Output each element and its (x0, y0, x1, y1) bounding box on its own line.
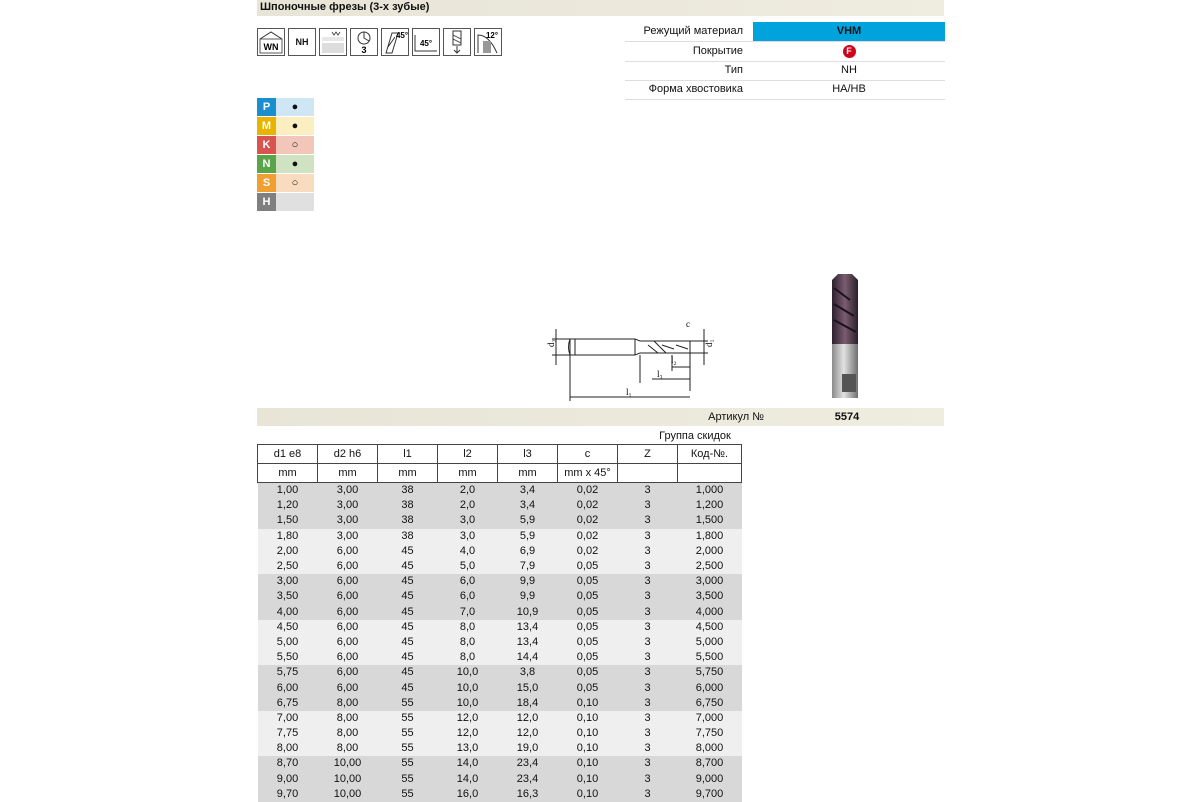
table-cell: 3,0 (438, 513, 498, 528)
table-cell: 0,05 (558, 650, 618, 665)
material-suitability (276, 193, 314, 211)
table-cell: 3 (618, 483, 678, 499)
table-cell: 9,700 (678, 787, 742, 802)
table-cell: 45 (378, 680, 438, 695)
table-row (258, 559, 742, 574)
prop-row-shank (625, 80, 945, 100)
table-cell: 8,0 (438, 650, 498, 665)
discount-group-label: Группа скидок (659, 430, 731, 442)
table-cell: 3 (618, 574, 678, 589)
table-row (258, 635, 742, 650)
table-cell: 3 (618, 544, 678, 559)
table-cell: 1,80 (258, 529, 318, 544)
table-cell: 3 (618, 589, 678, 604)
table-cell: 13,0 (438, 741, 498, 756)
table-row (258, 711, 742, 726)
table-cell: 1,200 (678, 498, 742, 513)
table-cell: 0,02 (558, 483, 618, 499)
tool-drawing (540, 315, 720, 405)
table-cell: 12,0 (438, 726, 498, 741)
article-label: Артикул № (708, 411, 764, 423)
angle-12-icon (474, 28, 502, 56)
table-cell: 45 (378, 635, 438, 650)
col-header: Код-№. (678, 445, 742, 464)
table-cell: 3 (618, 635, 678, 650)
table-cell: 45 (378, 620, 438, 635)
table-cell: 8,70 (258, 756, 318, 771)
table-cell: 15,0 (498, 680, 558, 695)
table-cell: 8,00 (318, 711, 378, 726)
table-cell: 8,00 (318, 696, 378, 711)
article-number: 5574 (834, 411, 860, 423)
material-row-s (257, 174, 314, 192)
table-cell: 5,00 (258, 635, 318, 650)
col-header: d2 h6 (318, 445, 378, 464)
table-cell: 3,00 (258, 574, 318, 589)
prop-label: Покрытие (692, 45, 743, 57)
col-header: Z (618, 445, 678, 464)
table-cell: 45 (378, 665, 438, 680)
table-cell: 3,50 (258, 589, 318, 604)
table-cell: 0,10 (558, 711, 618, 726)
table-cell: 6,00 (318, 589, 378, 604)
material-letter: S (257, 174, 276, 192)
table-cell: 6,00 (318, 559, 378, 574)
table-cell: 6,9 (498, 544, 558, 559)
table-cell: 13,4 (498, 620, 558, 635)
table-cell: 9,9 (498, 589, 558, 604)
table-cell: 7,0 (438, 605, 498, 620)
material-letter: K (257, 136, 276, 154)
table-cell: 9,9 (498, 574, 558, 589)
table-cell: 8,000 (678, 741, 742, 756)
unit-cell (678, 464, 742, 483)
table-cell: 5,500 (678, 650, 742, 665)
coating-f-icon: F (843, 45, 856, 58)
table-cell: 23,4 (498, 772, 558, 787)
table-row (258, 605, 742, 620)
table-cell: 38 (378, 529, 438, 544)
table-cell: 0,10 (558, 787, 618, 802)
table-cell: 3 (618, 726, 678, 741)
table-cell: 9,70 (258, 787, 318, 802)
table-cell: 45 (378, 605, 438, 620)
table-cell: 10,0 (438, 665, 498, 680)
table-cell: 3,00 (318, 498, 378, 513)
units-row (258, 464, 742, 483)
table-cell: 45 (378, 544, 438, 559)
unit-cell: mm (318, 464, 378, 483)
table-cell: 3,000 (678, 574, 742, 589)
table-cell: 55 (378, 696, 438, 711)
table-cell: 3,00 (318, 529, 378, 544)
label-d2: d₂ (546, 339, 556, 347)
table-cell: 2,500 (678, 559, 742, 574)
table-cell: 6,00 (318, 620, 378, 635)
table-cell: 1,800 (678, 529, 742, 544)
table-cell: 38 (378, 513, 438, 528)
table-cell: 3 (618, 696, 678, 711)
table-cell: 12,0 (498, 711, 558, 726)
table-cell: 55 (378, 772, 438, 787)
table-row (258, 483, 742, 499)
table-cell: 5,9 (498, 529, 558, 544)
table-cell: 3 (618, 605, 678, 620)
table-cell: 1,000 (678, 483, 742, 499)
table-cell: 3 (618, 529, 678, 544)
table-cell: 3 (618, 787, 678, 802)
col-header: l1 (378, 445, 438, 464)
table-row (258, 772, 742, 787)
svg-text:45°: 45° (419, 39, 433, 48)
header-row (258, 445, 742, 464)
table-cell: 3,4 (498, 483, 558, 499)
material-letter: N (257, 155, 276, 173)
table-cell: 6,00 (318, 635, 378, 650)
table-cell: 55 (378, 756, 438, 771)
table-cell: 16,0 (438, 787, 498, 802)
table-row (258, 544, 742, 559)
svg-text:45°: 45° (395, 31, 408, 40)
table-cell: 3 (618, 711, 678, 726)
label-l2: l₂ (671, 355, 677, 365)
table-cell: 6,00 (318, 665, 378, 680)
surface-finish-icon (319, 28, 347, 56)
label-l1: l₁ (626, 387, 632, 397)
table-cell: 6,0 (438, 574, 498, 589)
col-header: d1 e8 (258, 445, 318, 464)
table-row (258, 513, 742, 528)
table-row (258, 574, 742, 589)
unit-cell: mm (258, 464, 318, 483)
table-row (258, 620, 742, 635)
table-row (258, 696, 742, 711)
table-row (258, 650, 742, 665)
svg-text:12°: 12° (485, 31, 499, 40)
unit-cell (618, 464, 678, 483)
table-cell: 38 (378, 498, 438, 513)
label-l3: l₃ (657, 369, 663, 379)
table-cell: 10,0 (438, 680, 498, 695)
table-row (258, 726, 742, 741)
material-row-m (257, 117, 314, 135)
table-row (258, 680, 742, 695)
table-cell: 6,0 (438, 589, 498, 604)
table-cell: 3 (618, 680, 678, 695)
table-cell: 7,000 (678, 711, 742, 726)
nh-icon (288, 28, 316, 56)
table-cell: 23,4 (498, 756, 558, 771)
prop-value: HA/HB (832, 83, 866, 95)
table-cell: 0,02 (558, 544, 618, 559)
table-cell: 38 (378, 483, 438, 499)
material-letter: H (257, 193, 276, 211)
table-cell: 6,75 (258, 696, 318, 711)
material-letter: M (257, 117, 276, 135)
table-cell: 7,00 (258, 711, 318, 726)
table-cell: 2,00 (258, 544, 318, 559)
prop-label: Форма хвостовика (648, 83, 743, 95)
material-letter: P (257, 98, 276, 116)
prop-row-type (625, 61, 945, 81)
table-cell: 2,0 (438, 483, 498, 499)
table-cell: 7,75 (258, 726, 318, 741)
table-cell: 0,10 (558, 772, 618, 787)
table-cell: 5,750 (678, 665, 742, 680)
table-cell: 16,3 (498, 787, 558, 802)
table-cell: 6,750 (678, 696, 742, 711)
table-cell: 0,05 (558, 574, 618, 589)
table-cell: 0,05 (558, 665, 618, 680)
material-row-p (257, 98, 314, 116)
prop-label: Тип (724, 64, 743, 76)
table-cell: 10,0 (438, 696, 498, 711)
table-cell: 6,00 (258, 680, 318, 695)
table-cell: 55 (378, 787, 438, 802)
material-row-n (257, 155, 314, 173)
table-cell: 10,00 (318, 772, 378, 787)
table-cell: 0,10 (558, 696, 618, 711)
table-cell: 1,500 (678, 513, 742, 528)
table-cell: 19,0 (498, 741, 558, 756)
nh-icon-label: NH (295, 37, 309, 47)
label-c: c (686, 319, 690, 329)
table-cell: 6,000 (678, 680, 742, 695)
table-cell: 8,0 (438, 620, 498, 635)
prop-value-vhm: VHM (753, 22, 945, 41)
table-cell: 1,00 (258, 483, 318, 499)
unit-cell: mm x 45° (558, 464, 618, 483)
center-cut-icon (443, 28, 471, 56)
prop-label: Режущий материал (643, 25, 743, 37)
table-cell: 3 (618, 620, 678, 635)
table-cell: 0,10 (558, 741, 618, 756)
material-row-h (257, 193, 314, 211)
prop-row-coating (625, 42, 945, 62)
table-cell: 4,00 (258, 605, 318, 620)
table-cell: 6,00 (318, 650, 378, 665)
material-suitability: ● (276, 98, 314, 116)
table-cell: 0,05 (558, 559, 618, 574)
table-cell: 45 (378, 589, 438, 604)
table-cell: 8,0 (438, 635, 498, 650)
table-cell: 2,50 (258, 559, 318, 574)
table-cell: 7,750 (678, 726, 742, 741)
table-cell: 7,9 (498, 559, 558, 574)
table-cell: 3,00 (318, 483, 378, 499)
table-cell: 3,00 (318, 513, 378, 528)
dimensions-table (257, 444, 742, 802)
svg-text:3: 3 (361, 45, 367, 55)
label-d1: d₁ (704, 339, 714, 347)
table-cell: 5,9 (498, 513, 558, 528)
table-cell: 4,500 (678, 620, 742, 635)
table-cell: 8,700 (678, 756, 742, 771)
table-cell: 0,05 (558, 680, 618, 695)
table-cell: 3 (618, 559, 678, 574)
table-cell: 14,0 (438, 756, 498, 771)
table-cell: 3 (618, 498, 678, 513)
table-cell: 6,00 (318, 605, 378, 620)
table-row (258, 589, 742, 604)
table-cell: 5,75 (258, 665, 318, 680)
table-cell: 3 (618, 650, 678, 665)
table-cell: 12,0 (438, 711, 498, 726)
table-cell: 4,000 (678, 605, 742, 620)
table-cell: 3 (618, 756, 678, 771)
table-cell: 10,00 (318, 787, 378, 802)
table-cell: 5,50 (258, 650, 318, 665)
table-cell: 3 (618, 665, 678, 680)
table-cell: 2,000 (678, 544, 742, 559)
table-cell: 3 (618, 772, 678, 787)
table-cell: 0,05 (558, 635, 618, 650)
table-cell: 3,0 (438, 529, 498, 544)
table-cell: 5,000 (678, 635, 742, 650)
col-header: c (558, 445, 618, 464)
table-cell: 6,00 (318, 544, 378, 559)
table-cell: 3 (618, 513, 678, 528)
table-cell: 0,02 (558, 529, 618, 544)
table-cell: 55 (378, 726, 438, 741)
table-cell: 1,20 (258, 498, 318, 513)
table-cell: 10,9 (498, 605, 558, 620)
table-cell: 4,50 (258, 620, 318, 635)
table-cell: 3,4 (498, 498, 558, 513)
prop-row-material (625, 22, 945, 42)
table-cell: 0,10 (558, 726, 618, 741)
prop-value: NH (841, 64, 857, 76)
wn-icon (257, 28, 285, 56)
table-cell: 6,00 (318, 574, 378, 589)
table-cell: 0,10 (558, 756, 618, 771)
tool-photo (820, 270, 870, 400)
article-bar (257, 408, 944, 426)
table-cell: 0,02 (558, 513, 618, 528)
page-title: Шпоночные фрезы (3-х зубые) (257, 0, 944, 16)
unit-cell: mm (438, 464, 498, 483)
table-cell: 5,0 (438, 559, 498, 574)
material-row-k (257, 136, 314, 154)
table-cell: 9,000 (678, 772, 742, 787)
table-cell: 55 (378, 711, 438, 726)
table-cell: 2,0 (438, 498, 498, 513)
table-cell: 8,00 (258, 741, 318, 756)
table-row (258, 529, 742, 544)
table-cell: 8,00 (318, 741, 378, 756)
flutes-3-icon (350, 28, 378, 56)
svg-text:WN: WN (263, 42, 279, 52)
unit-cell: mm (498, 464, 558, 483)
table-cell: 9,00 (258, 772, 318, 787)
table-cell: 14,4 (498, 650, 558, 665)
table-cell: 8,00 (318, 726, 378, 741)
table-cell: 0,05 (558, 605, 618, 620)
table-row (258, 665, 742, 680)
chamfer-45-icon (412, 28, 440, 56)
col-header: l2 (438, 445, 498, 464)
table-cell: 1,50 (258, 513, 318, 528)
table-cell: 3,8 (498, 665, 558, 680)
table-cell: 10,00 (318, 756, 378, 771)
table-cell: 18,4 (498, 696, 558, 711)
table-row (258, 498, 742, 513)
table-cell: 4,0 (438, 544, 498, 559)
table-row (258, 756, 742, 771)
material-suitability: ● (276, 117, 314, 135)
material-suitability: ○ (276, 174, 314, 192)
table-cell: 3,500 (678, 589, 742, 604)
table-cell: 6,00 (318, 680, 378, 695)
table-row (258, 741, 742, 756)
coating-badge (753, 45, 945, 58)
table-cell: 45 (378, 650, 438, 665)
helix-45-icon (381, 28, 409, 56)
table-cell: 45 (378, 574, 438, 589)
table-cell: 12,0 (498, 726, 558, 741)
table-cell: 55 (378, 741, 438, 756)
table-cell: 0,05 (558, 589, 618, 604)
material-suitability: ● (276, 155, 314, 173)
table-cell: 0,05 (558, 620, 618, 635)
table-cell: 3 (618, 741, 678, 756)
col-header: l3 (498, 445, 558, 464)
material-suitability: ○ (276, 136, 314, 154)
unit-cell: mm (378, 464, 438, 483)
table-cell: 45 (378, 559, 438, 574)
table-cell: 13,4 (498, 635, 558, 650)
table-cell: 14,0 (438, 772, 498, 787)
table-cell: 0,02 (558, 498, 618, 513)
